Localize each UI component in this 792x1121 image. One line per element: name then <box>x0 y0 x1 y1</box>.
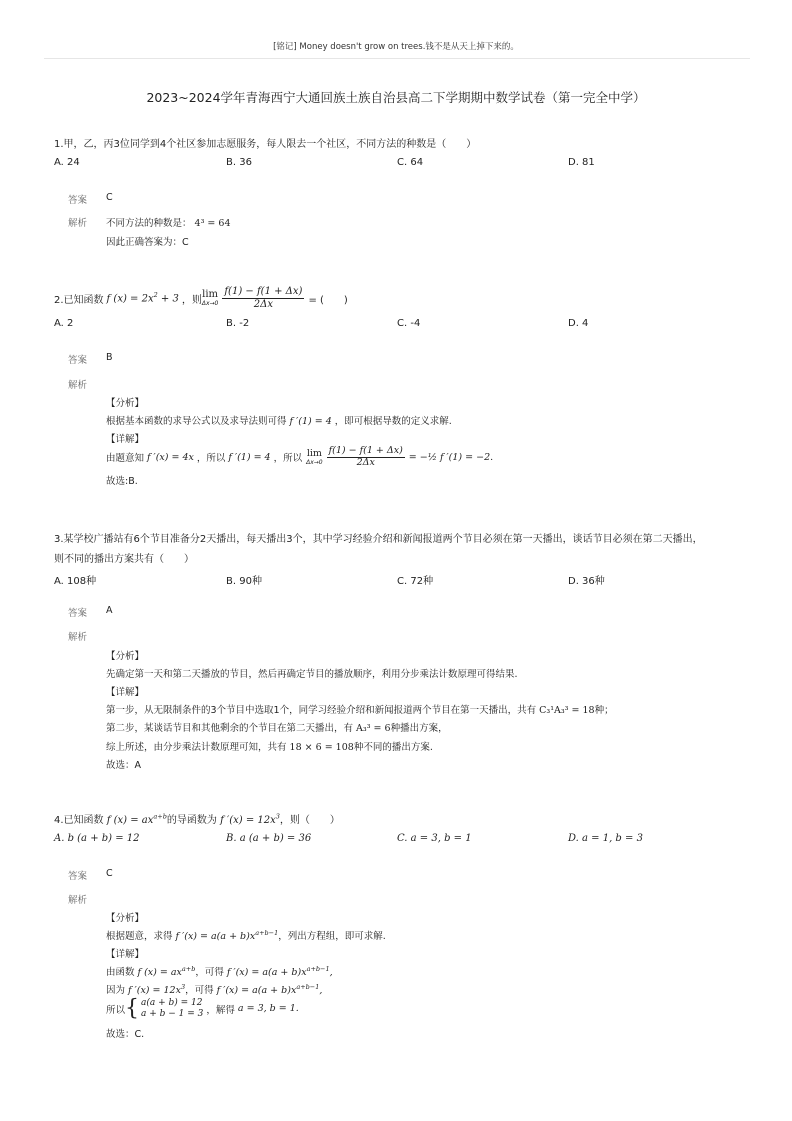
q4-xj3-mid: ，解得 <box>206 1004 235 1016</box>
q4-fenxi-tag: 【分析】 <box>106 913 145 924</box>
q1-analysis-line1 <box>106 215 231 229</box>
q4-xj3-pre: 所以 <box>106 1004 126 1016</box>
q3-step1-text: 第一步，从无限制条件的3个节目中选取1个，同学习经验介绍和新闻报道两个节目在第一天播出，共有 <box>106 705 537 716</box>
q4-xj-line2 <box>106 982 322 996</box>
q4-answer-value: C <box>106 868 113 879</box>
q2-xj-text-c: ，所以 <box>273 453 303 465</box>
q2-xj-text-b: ，所以 <box>196 453 226 465</box>
q2-xj-formula-1: f ′(x) = 4x <box>147 451 194 463</box>
left-brace-icon: { <box>125 996 140 1021</box>
q2-analysis-label: 解析 <box>68 380 88 391</box>
q3-step1-formula: C₃¹A₃³ = 18 <box>539 705 595 716</box>
q2-fenxi-pre: 根据基本函数的求导公式以及求导法则可得 <box>106 416 287 427</box>
q4-stem-formula-1: f $(x) = ax^{a+b}$ <box>106 812 167 826</box>
q1-option-a: A. 24 <box>54 157 80 168</box>
q3-fenxi-tag: 【分析】 <box>106 651 145 662</box>
q1-stem: 1.甲，乙，丙3位同学到4个社区参加志愿服务，每人限去一个社区，不同方法的种数是（ ） <box>54 139 477 150</box>
q3-step1-post: 种； <box>594 705 614 716</box>
q2-xj-result: = −½ f ′(1) = −2. <box>408 451 494 463</box>
q4-fenxi-post: ，列出方程组，即可求解. <box>278 931 386 942</box>
q2-limit-label: lim <box>202 289 219 300</box>
q2-xj-fraction <box>327 446 405 469</box>
q4-xj1-formula-2: f $'(x) = a(a + b)x^{a+b-1}$, <box>226 964 333 978</box>
q2-fenxi-tag: 【分析】 <box>106 398 145 409</box>
q1-analysis-line2: 因此正确答案为：C <box>106 237 189 248</box>
q4-xj-line1 <box>106 964 333 978</box>
q2-fraction <box>222 286 304 310</box>
q2-xj-limit-label: lim <box>306 448 322 460</box>
q2-fenxi-formula: f ′(1) = 4 <box>289 416 332 427</box>
q2-option-c: C. -4 <box>397 318 421 329</box>
q2-limit-sub: Δx→0 <box>201 300 219 307</box>
q3-xiangjie-tag: 【详解】 <box>106 687 145 698</box>
q4-xj1-pre: 由函数 <box>106 967 135 978</box>
q4-xj1-formula-1: f $(x) = ax^{a+b}$ <box>137 964 196 978</box>
q4-equation-system <box>141 998 203 1020</box>
q2-stem <box>54 286 348 310</box>
q2-option-b: B. -2 <box>226 318 250 329</box>
q4-fenxi-formula: f $'(x) = a(a + b)x^{a+b-1}$ <box>175 928 279 942</box>
q2-fenxi-line <box>106 413 452 427</box>
q4-xj2-formula-1: f $'(x) = 12x^3$ <box>128 982 186 996</box>
q1-analysis-formula: 4³ = 64 <box>194 218 231 229</box>
q4-equation-1: a(a + b) = 12 <box>141 997 203 1008</box>
q4-option-a: A. b (a + b) = 12 <box>54 833 140 844</box>
q2-xj-formula-2: f ′(1) = 4 <box>228 451 271 463</box>
q4-xj-line3 <box>106 996 299 1021</box>
q2-fenxi-post: ，即可根据导数的定义求解. <box>334 416 452 427</box>
q4-stem-formula-2: f $'(x) = 12x^3$ <box>220 812 280 826</box>
q2-xj-text-a: 由题意知 <box>106 453 145 465</box>
q3-summary-post: 种不同的播出方案. <box>353 742 433 753</box>
q2-limit <box>202 289 219 307</box>
q2-fraction-den: 2Δx <box>253 298 274 310</box>
q2-answer-value: B <box>106 352 113 363</box>
q2-stem-then: ，则 <box>181 294 202 306</box>
q3-option-a: A. 108种 <box>54 576 97 587</box>
q2-xj-limit-sub: Δx→0 <box>306 459 323 467</box>
q3-answer-value: A <box>106 605 113 616</box>
q2-xj-fraction-num: f(1) − f(1 + Δx) <box>328 445 403 456</box>
q2-xj-fraction-den: 2Δx <box>356 456 375 468</box>
q4-xj2-formula-2: f $'(x) = a(a + b)x^{a+b-1}$, <box>216 982 323 996</box>
q3-answer-label: 答案 <box>68 608 88 619</box>
header-motto: [铭记] Money doesn't grow on trees.钱不是从天上掉下来的。 <box>273 42 519 52</box>
q4-stem-pre: 4.已知函数 <box>54 815 104 826</box>
q2-conclusion: 故选:B. <box>106 476 138 487</box>
header-divider <box>44 58 750 59</box>
q4-option-d: D. a = 1, b = 3 <box>568 833 643 844</box>
q1-answer-value: C <box>106 192 113 203</box>
q1-option-c: C. 64 <box>397 157 424 168</box>
q3-option-b: B. 90种 <box>226 576 262 587</box>
q4-conclusion: 故选：C. <box>106 1029 145 1040</box>
q4-option-b: B. a (a + b) = 36 <box>226 833 312 844</box>
q3-stem-line2: 则不同的播出方案共有（ ） <box>54 554 194 565</box>
q1-analysis-label: 解析 <box>68 218 88 229</box>
q3-step2-formula: A₃³ = 6 <box>356 723 391 734</box>
q3-option-d: D. 36种 <box>568 576 605 587</box>
q4-stem <box>54 811 340 826</box>
q4-xj2-mid: ，可得 <box>185 985 214 996</box>
q3-analysis-label: 解析 <box>68 632 88 643</box>
q2-xiangjie-tag: 【详解】 <box>106 434 145 445</box>
q4-answer-label: 答案 <box>68 871 88 882</box>
q2-xj-limit <box>306 448 323 466</box>
q3-stem-line1: 3.某学校广播站有6个节目准备分2天播出，每天播出3个，其中学习经验介绍和新闻报道两个节目必须在第一天播出，谈话节目必须在第二天播出， <box>54 534 703 545</box>
q2-xiangjie-line <box>106 446 493 469</box>
q4-equation-2: a + b − 1 = 3 <box>141 1008 204 1019</box>
q3-summary-formula: 18 × 6 = 108 <box>289 742 354 753</box>
page-title: 2023~2024学年青海西宁大通回族土族自治县高二下学期期中数学试卷（第一完全中学） <box>146 90 646 105</box>
q3-step2-text: 第二步，某谈话节目和其他剩余的个节目在第二天播出，有 <box>106 723 354 734</box>
q3-step2 <box>106 720 448 734</box>
q4-stem-mid: 的导函数为 <box>166 815 217 826</box>
q2-stem-prefix: 2.已知函数 <box>54 294 104 306</box>
q4-stem-post: ，则（ ） <box>279 815 340 826</box>
q4-xiangjie-tag: 【详解】 <box>106 949 145 960</box>
q3-fenxi-text: 先确定第一天和第二天播放的节目，然后再确定节目的播放顺序，利用分步乘法计数原理可得结果. <box>106 669 518 680</box>
q3-step2-post: 种播出方案， <box>390 723 448 734</box>
q1-option-b: B. 36 <box>226 157 252 168</box>
q3-option-c: C. 72种 <box>397 576 434 587</box>
q2-answer-label: 答案 <box>68 355 88 366</box>
q1-answer-label: 答案 <box>68 195 88 206</box>
q4-xj1-mid: ，可得 <box>195 967 224 978</box>
q3-conclusion: 故选：A <box>106 760 141 771</box>
q2-stem-function: f $(x) = 2x^2 + 3$ <box>106 291 179 305</box>
q2-option-d: D. 4 <box>568 318 589 329</box>
q2-fraction-num: f(1) − f(1 + Δx) <box>224 286 303 297</box>
q2-stem-suffix: = ( ) <box>308 294 348 306</box>
q3-step1 <box>106 702 614 716</box>
q4-analysis-label: 解析 <box>68 895 88 906</box>
q3-summary-pre: 综上所述，由分步乘法计数原理可知，共有 <box>106 742 287 753</box>
q1-option-d: D. 81 <box>568 157 595 168</box>
q4-xj3-result: a = 3, b = 1. <box>237 1003 299 1014</box>
q3-summary <box>106 739 433 753</box>
q4-fenxi-pre: 根据题意，求得 <box>106 931 173 942</box>
q4-option-c: C. a = 3, b = 1 <box>397 833 472 844</box>
q1-analysis-text: 不同方法的种数是： <box>106 218 192 229</box>
q4-xj2-pre: 因为 <box>106 985 126 996</box>
q4-fenxi-line <box>106 928 386 942</box>
q2-option-a: A. 2 <box>54 318 74 329</box>
